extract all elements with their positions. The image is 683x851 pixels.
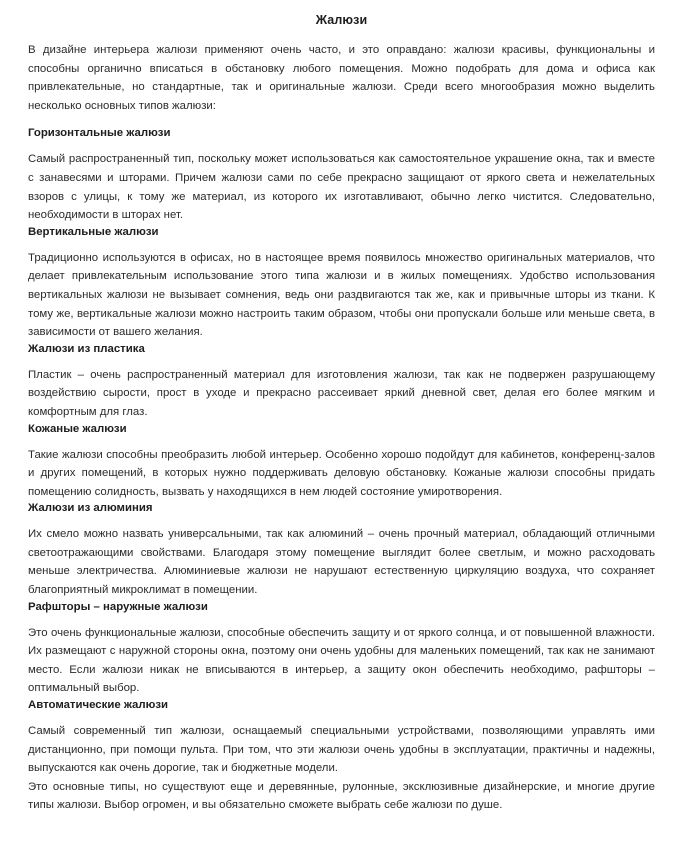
section-body: Пластик – очень распространенный материал для изготовления жалюзи, так как не подвержен разрушающему воздействию сырости, прост в уходе и прекрасно рассеивает яркий дневной свет, делая его более мягким и комфортным для глаз. xyxy=(28,368,655,418)
section-heading: Кожаные жалюзи xyxy=(28,422,127,435)
section-automatic-blinds xyxy=(28,698,655,778)
section-heading: Вертикальные жалюзи xyxy=(28,225,159,238)
page-title: Жалюзи xyxy=(315,13,368,27)
section-horizontal-blinds xyxy=(28,126,655,224)
section-rafshtory-blinds xyxy=(28,600,655,698)
section-body: Самый современный тип жалюзи, оснащаемый специальными устройствами, позволяющими управлять ими дистанционно, при помощи пульта. При том, что эти жалюзи очень удобны в эксплуатации, практичны и надежны, выпускаются как очень дорогие, так и бюджетные модели. xyxy=(28,725,655,775)
section-leather-blinds xyxy=(28,422,655,502)
section-heading: Жалюзи из алюминия xyxy=(28,502,153,515)
section-body: Это очень функциональные жалюзи, способные обеспечить защиту и от яркого солнца, и от повышенной влажности. Их размещают с наружной стороны окна, поэтому они очень удобны для маленьких помещений, так как не занимают место. Если жалюзи никак не вписываются в интерьер, а защиту окон обеспечить необходимо, рафшторы – оптимальный выбор. xyxy=(28,626,655,695)
section-plastic-blinds xyxy=(28,342,655,422)
section-body: Традиционно используются в офисах, но в настоящее время появилось множество оригинальных материалов, что делает привлекательным использование этого типа жалюзи и в жилых помещениях. Удобство использования вертикальных жалюзи не вызывает сомнения, ведь они раздвигаются так же, как и привычные шторы из ткани. К тому же, вертикальные жалюзи можно настроить таким образом, чтобы они пропускали больше или меньше света, в зависимости от вашего желания. xyxy=(28,251,655,339)
intro-paragraph: В дизайне интерьера жалюзи применяют очень часто, и это оправдано: жалюзи красивы, функциональны и способны органично вписаться в обстановку любого помещения. Можно подобрать для дома и офиса как привлекательные, но стандартные, так и оригинальные жалюзи. Среди всего многообразия можно выделить несколько основных типов жалюзи: xyxy=(28,44,655,112)
section-vertical-blinds xyxy=(28,225,655,342)
section-aluminium-blinds xyxy=(28,501,655,599)
section-heading: Автоматические жалюзи xyxy=(28,699,169,712)
section-body: Самый распространенный тип, поскольку может использоваться как самостоятельное украшение окна, так и вместе с занавесями и шторами. Причем жалюзи сами по себе прекрасно защищают от яркого света и нежелательных взоров с улицы, к тому же материал, из которого их изготавливают, обычно легко чистится. Следовательно, необходимости в шторах нет. xyxy=(28,153,655,222)
conclusion-paragraph: Это основные типы, но существуют еще и деревянные, рулонные, эксклюзивные дизайнерские, и многие другие типы жалюзи. Выбор огромен, и вы обязательно сможете выбрать себе жалюзи по душе. xyxy=(28,780,655,812)
section-heading: Горизонтальные жалюзи xyxy=(28,127,171,140)
section-heading: Рафшторы – наружные жалюзи xyxy=(28,600,208,613)
section-body: Их смело можно назвать универсальными, так как алюминий – очень прочный материал, обладающий отличными светоотражающими свойствами. Благодаря этому помещение выглядит более светлым, и можно расходовать меньше электричества. Алюминиевые жалюзи не нарушают естественную циркуляцию воздуха, что сохраняет благоприятный микроклимат в помещении. xyxy=(28,528,655,597)
section-body: Такие жалюзи способны преобразить любой интерьер. Особенно хорошо подойдут для кабинетов, конференц-залов и других помещений, в которых нужно поддерживать деловую обстановку. Кожаные жалюзи способны придать помещению солидность, вызвать у находящихся в нем людей состояние умиротворения. xyxy=(28,448,655,498)
section-heading: Жалюзи из пластика xyxy=(28,342,145,355)
